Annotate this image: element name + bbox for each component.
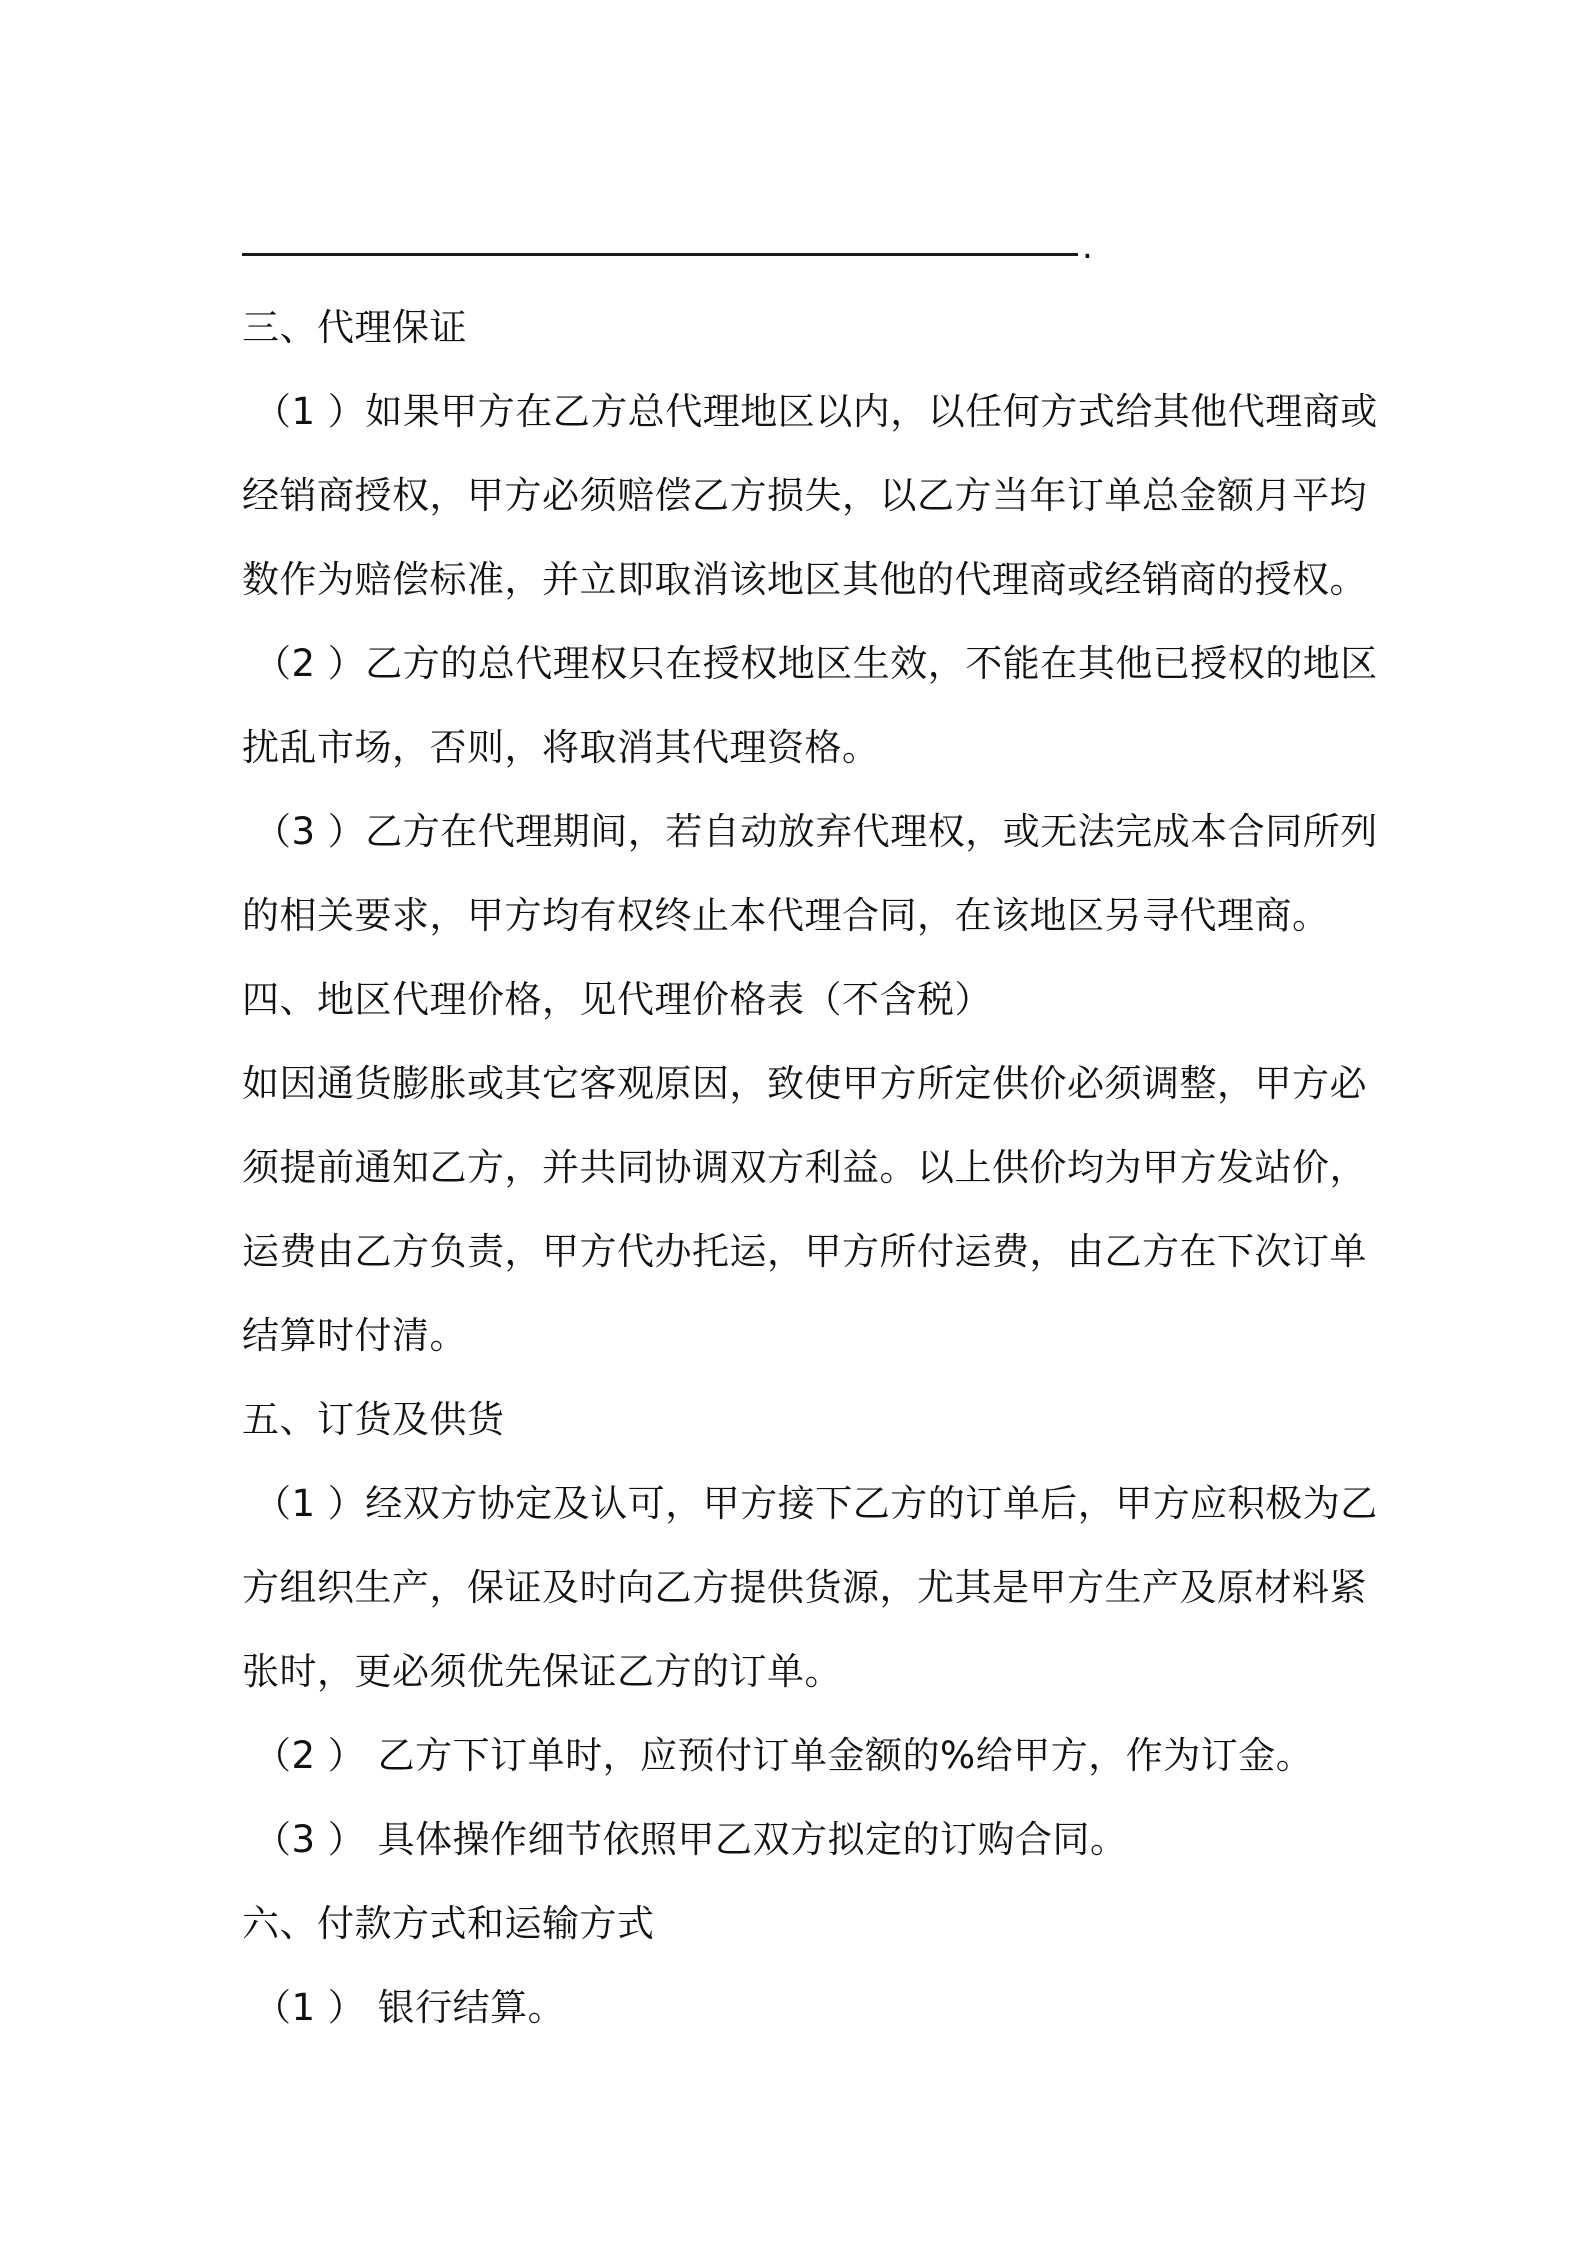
paragraph-line: （3 ）乙方在代理期间，若自动放弃代理权，或无法完成本合同所列 [254, 810, 1378, 853]
paragraph-line: （1 ） 银行结算。 [254, 1986, 566, 2029]
paragraph-line: 经销商授权，甲方必须赔偿乙方损失，以乙方当年订单总金额月平均 [242, 474, 1367, 517]
section-heading-guarantee: 三、代理保证 [242, 306, 467, 349]
paragraph-line: 须提前通知乙方，并共同协调双方利益。以上供价均为甲方发站价， [242, 1146, 1367, 1189]
paragraph-line: 方组织生产，保证及时向乙方提供货源，尤其是甲方生产及原材料紧 [242, 1566, 1367, 1609]
line-end-period: . [1082, 227, 1093, 267]
section-heading-ordering: 五、订货及供货 [242, 1398, 505, 1441]
paragraph-line: （2 ） 乙方下订单时，应预付订单金额的%给甲方，作为订金。 [254, 1734, 1314, 1777]
paragraph-line: （2 ）乙方的总代理权只在授权地区生效，不能在其他已授权的地区 [254, 642, 1378, 685]
paragraph-line: 数作为赔偿标准，并立即取消该地区其他的代理商或经销商的授权。 [242, 558, 1367, 601]
paragraph-line: 运费由乙方负责，甲方代办托运，甲方所付运费，由乙方在下次订单 [242, 1230, 1367, 1273]
paragraph-line: 扰乱市场，否则，将取消其代理资格。 [242, 726, 880, 769]
section-heading-pricing: 四、地区代理价格，见代理价格表（不含税） [242, 978, 992, 1021]
document-body [242, 286, 1378, 2050]
paragraph-line: （1 ）如果甲方在乙方总代理地区以内，以任何方式给其他代理商或 [254, 390, 1378, 433]
fill-in-blank-line [242, 227, 1093, 267]
paragraph-line: 的相关要求，甲方均有权终止本代理合同，在该地区另寻代理商。 [242, 894, 1330, 937]
paragraph-line: 张时，更必须优先保证乙方的订单。 [242, 1650, 842, 1693]
paragraph-line: （3 ） 具体操作细节依照甲乙双方拟定的订购合同。 [254, 1818, 1128, 1861]
paragraph-line: （1 ）经双方协定及认可，甲方接下乙方的订单后，甲方应积极为乙 [254, 1482, 1378, 1525]
paragraph-line: 结算时付清。 [242, 1314, 467, 1357]
section-heading-payment: 六、付款方式和运输方式 [242, 1902, 655, 1945]
paragraph-line: 如因通货膨胀或其它客观原因，致使甲方所定供价必须调整，甲方必 [242, 1062, 1367, 1105]
underline-rule [242, 253, 1078, 256]
